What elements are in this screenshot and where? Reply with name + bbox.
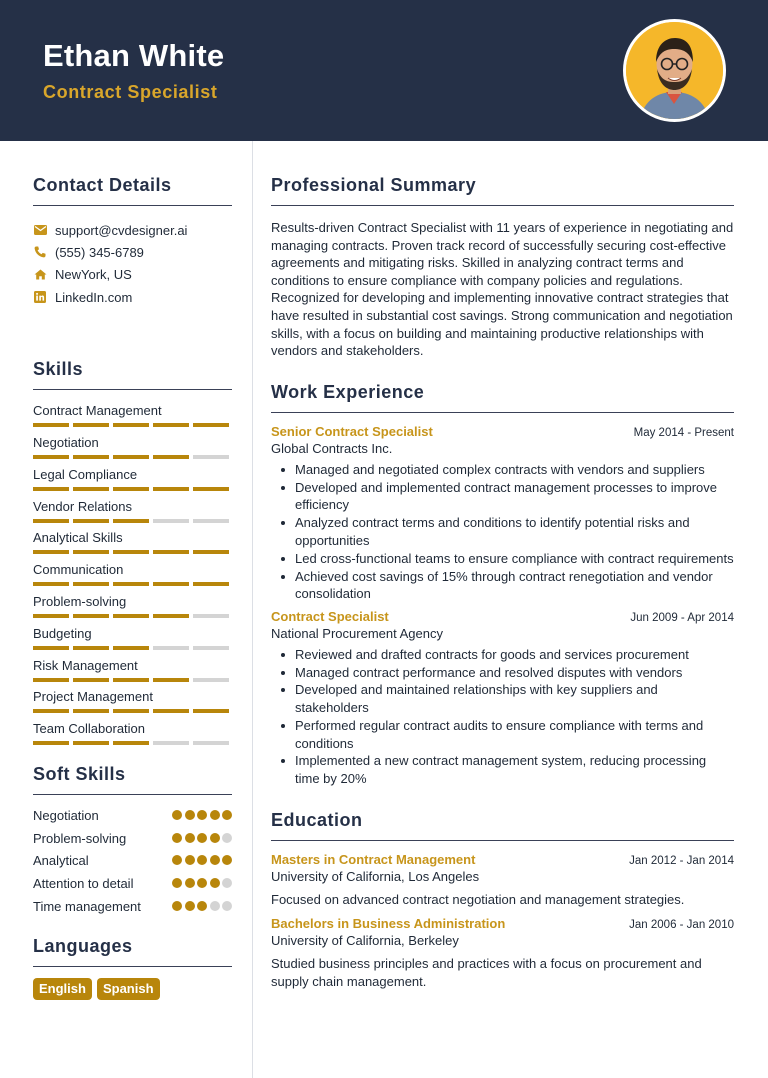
summary-section [271,175,734,360]
skill-level-segment [193,678,229,682]
soft-skill-rating [172,855,232,865]
skill-level-segment [113,614,149,618]
skill-level-segment [193,614,229,618]
skill-item [33,625,232,657]
skill-level-bar [33,487,232,491]
rating-dot [185,901,195,911]
job-bullet: Implemented a new contract management system, reducing processing time by 20% [271,752,734,787]
skill-level-segment [113,455,149,459]
skill-level-bar [33,455,232,459]
skill-item [33,657,232,689]
summary-title: Professional Summary [271,175,734,206]
job-bullets [271,461,734,603]
soft-skill-rating [172,833,232,843]
skill-level-segment [33,455,69,459]
rating-dot [197,833,207,843]
skill-level-segment [113,423,149,427]
rating-dot [210,855,220,865]
job-bullet: Managed contract performance and resolved disputes with vendors [271,664,734,682]
skill-level-segment [153,709,189,713]
skill-level-segment [153,646,189,650]
soft-skill-item [33,852,232,875]
skill-level-segment [73,519,109,523]
skill-level-bar [33,423,232,427]
skill-level-segment [153,487,189,491]
job-entry [271,609,734,788]
envelope-icon [33,223,47,237]
job-bullet: Reviewed and drafted contracts for goods and services procurement [271,646,734,664]
skill-level-segment [193,582,229,586]
skill-level-segment [113,741,149,745]
skill-label: Vendor Relations [33,498,133,514]
rating-dot [210,901,220,911]
rating-dot [222,810,232,820]
skill-level-bar [33,709,232,713]
skill-level-bar [33,678,232,682]
rating-dot [185,833,195,843]
soft-skill-label: Time management [33,898,141,914]
degree-title: Masters in Contract Management [271,851,476,867]
skill-level-bar [33,550,232,554]
skill-item [33,561,232,593]
resume-header [0,0,768,141]
skill-level-segment [73,487,109,491]
languages-list [33,978,232,1000]
skill-level-segment [73,550,109,554]
column-divider [252,141,253,1078]
job-dates: Jun 2009 - Apr 2014 [630,611,734,624]
rating-dot [197,810,207,820]
skill-item [33,688,232,720]
skill-level-segment [193,455,229,459]
soft-skill-label: Problem-solving [33,830,127,846]
soft-skill-label: Negotiation [33,807,99,823]
school-name: University of California, Los Angeles [271,868,480,884]
languages-section [33,936,232,1000]
contact-list [33,219,232,308]
home-icon [33,268,47,282]
skill-level-segment [73,646,109,650]
education-dates: Jan 2012 - Jan 2014 [629,854,734,867]
rating-dot [172,833,182,843]
skill-level-segment [113,550,149,554]
skill-label: Negotiation [33,434,99,450]
skill-level-segment [33,678,69,682]
soft-skill-item [33,807,232,830]
skill-level-segment [33,614,69,618]
job-bullet: Analyzed contract terms and conditions to identify potential risks and opportunities [271,514,734,549]
rating-dot [197,878,207,888]
contact-email[interactable] [33,219,232,241]
skill-level-segment [73,678,109,682]
skill-level-segment [153,550,189,554]
skill-level-segment [113,709,149,713]
skill-level-segment [73,455,109,459]
soft-skills-section [33,764,232,920]
skills-title: Skills [33,359,232,390]
skill-level-segment [73,423,109,427]
rating-dot [210,810,220,820]
job-bullet: Achieved cost savings of 15% through contract renegotiation and vendor consolidation [271,568,734,603]
skill-level-segment [33,582,69,586]
skill-level-segment [193,423,229,427]
education-entry [271,852,734,909]
skill-label: Communication [33,562,124,578]
rating-dot [197,855,207,865]
profile-photo [623,19,726,122]
skill-level-segment [193,550,229,554]
skill-level-segment [73,709,109,713]
languages-title: Languages [33,936,232,967]
skill-item [33,498,232,530]
skill-label: Analytical Skills [33,530,123,546]
skill-level-segment [113,487,149,491]
skill-level-segment [153,455,189,459]
skill-level-segment [153,614,189,618]
soft-skill-rating [172,810,232,820]
skill-item [33,434,232,466]
candidate-role: Contract Specialist [43,82,218,102]
rating-dot [172,878,182,888]
person-avatar-icon [626,22,723,119]
contact-title: Contact Details [33,175,232,206]
job-company: National Procurement Agency [271,625,443,641]
skill-level-bar [33,519,232,523]
skill-level-bar [33,646,232,650]
rating-dot [222,901,232,911]
job-bullet: Developed and maintained relationships with key suppliers and stakeholders [271,681,734,716]
contact-phone[interactable] [33,241,232,263]
soft-skills-title: Soft Skills [33,764,232,795]
degree-title: Bachelors in Business Administration [271,916,506,932]
language-badge: Spanish [97,978,160,1000]
contact-linkedin-text: LinkedIn.com [55,289,133,305]
skill-level-bar [33,582,232,586]
rating-dot [172,810,182,820]
soft-skill-rating [172,878,232,888]
job-bullet: Performed regular contract audits to ensure compliance with terms and conditions [271,717,734,752]
education-section [271,810,734,991]
contact-phone-text: (555) 345-6789 [55,244,144,260]
rating-dot [172,855,182,865]
job-entry [271,424,734,603]
skill-level-segment [193,646,229,650]
rating-dot [197,901,207,911]
contact-section [33,175,232,308]
soft-skill-item [33,830,232,853]
rating-dot [185,810,195,820]
education-dates: Jan 2006 - Jan 2010 [629,919,734,932]
skill-level-segment [33,519,69,523]
candidate-name: Ethan White [43,38,225,73]
rating-dot [185,855,195,865]
skill-level-segment [33,646,69,650]
skill-level-segment [153,582,189,586]
contact-linkedin[interactable] [33,286,232,308]
rating-dot [210,878,220,888]
soft-skill-label: Analytical [33,853,89,869]
skill-level-segment [113,678,149,682]
skill-level-segment [193,487,229,491]
skill-level-segment [113,646,149,650]
school-name: University of California, Berkeley [271,933,459,949]
skill-label: Project Management [33,689,153,705]
rating-dot [185,878,195,888]
skill-label: Problem-solving [33,593,127,609]
language-badge: English [33,978,92,1000]
job-title: Contract Specialist [271,608,389,624]
rating-dot [222,855,232,865]
skill-level-segment [33,709,69,713]
skill-level-segment [33,487,69,491]
soft-skills-list [33,807,232,920]
experience-section [271,382,734,788]
soft-skill-item [33,898,232,921]
job-bullet: Led cross-functional teams to ensure compliance with contract requirements [271,550,734,568]
skill-label: Budgeting [33,625,92,641]
skill-level-segment [33,550,69,554]
skill-level-segment [153,741,189,745]
education-description: Focused on advanced contract negotiation and management strategies. [271,891,685,907]
skill-level-segment [193,519,229,523]
skill-item [33,720,232,752]
skill-label: Risk Management [33,657,138,673]
skill-level-segment [113,519,149,523]
skill-item [33,593,232,625]
skill-level-segment [153,519,189,523]
skill-level-segment [73,741,109,745]
contact-location-text: NewYork, US [55,267,132,283]
skill-label: Contract Management [33,403,162,419]
skill-level-segment [33,423,69,427]
skill-level-segment [193,741,229,745]
education-entry [271,916,734,990]
skill-level-segment [153,423,189,427]
rating-dot [172,901,182,911]
soft-skill-label: Attention to detail [33,876,134,892]
rating-dot [222,878,232,888]
education-description: Studied business principles and practices with a focus on procurement and supply chain management. [271,956,702,989]
left-column [33,141,232,1000]
rating-dot [222,833,232,843]
skill-level-bar [33,741,232,745]
phone-icon [33,245,47,259]
skill-item [33,529,232,561]
rating-dot [210,833,220,843]
skill-level-segment [153,678,189,682]
job-dates: May 2014 - Present [633,426,734,439]
right-column [271,141,734,990]
job-title: Senior Contract Specialist [271,423,433,439]
job-company: Global Contracts Inc. [271,440,393,456]
contact-location [33,264,232,286]
education-title: Education [271,810,734,841]
contact-email-text: support@cvdesigner.ai [55,222,188,238]
soft-skill-item [33,875,232,898]
skill-label: Legal Compliance [33,466,138,482]
skill-level-bar [33,614,232,618]
job-bullet: Managed and negotiated complex contracts with vendors and suppliers [271,461,734,479]
skill-level-segment [73,582,109,586]
skill-item [33,402,232,434]
soft-skill-rating [172,901,232,911]
linkedin-icon [33,290,47,304]
skill-level-segment [73,614,109,618]
skill-item [33,466,232,498]
job-bullets [271,646,734,788]
job-bullet: Developed and implemented contract management processes to improve efficiency [271,479,734,514]
skill-level-segment [33,741,69,745]
skill-label: Team Collaboration [33,721,146,737]
skill-level-segment [113,582,149,586]
skills-section [33,359,232,752]
experience-title: Work Experience [271,382,734,413]
skill-level-segment [193,709,229,713]
summary-text: Results-driven Contract Specialist with 11 years of experience in negotiating and managing contracts. Proven track record of successfully securing cost-effective agreements and mitigating risks. Skilled in analyzing contract terms and conditions to ensure compliance with company policies and regulations. Recognized for developing and implementing innovative contract strategies that have resulted in substantial cost savings. Strong communication and negotiation skills, with a focus on building and maintaining productive relationships with vendors and stakeholders. [271,220,734,359]
skills-list [33,402,232,752]
